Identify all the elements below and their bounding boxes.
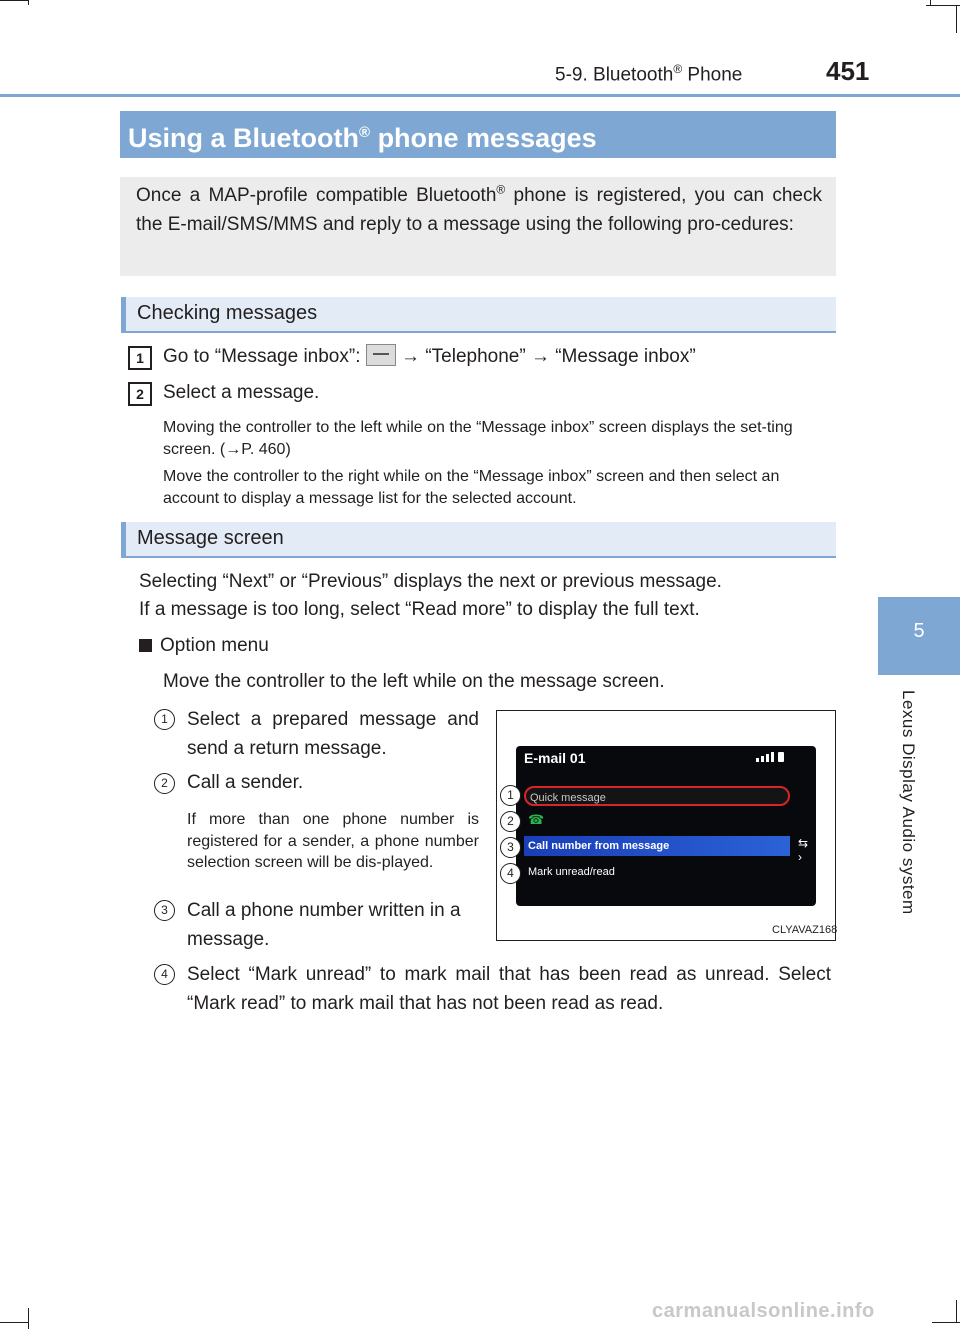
chapter-label: Lexus Display Audio system: [899, 690, 918, 915]
note-text: Move the controller to the right while on the “Message inbox” screen and then select an account to display a message list for the selected account.: [163, 468, 780, 507]
step-number: 1: [128, 346, 152, 370]
signal-battery-icon: [756, 752, 786, 762]
step-text: Select a message.: [163, 382, 320, 403]
body-paragraph: Move the controller to the left while on the message screen.: [163, 671, 665, 692]
callout-number: 2: [154, 773, 175, 794]
screen-callout: 3: [500, 837, 521, 858]
back-arrow-icon: ⇆ ›: [797, 836, 808, 864]
step-number: 2: [128, 382, 152, 406]
body-paragraph: If a message is too long, select “Read more” to display the full text.: [139, 599, 700, 620]
crop-mark: [0, 1322, 28, 1323]
page-number: 451: [826, 56, 870, 86]
callout-number: 4: [154, 964, 175, 985]
page-title: Using a Bluetooth® phone messages: [120, 111, 836, 158]
display-screen: [516, 746, 816, 906]
mark-unread-item[interactable]: Mark unread/read: [528, 866, 615, 878]
crop-mark: [28, 1308, 29, 1329]
screen-callout: 1: [500, 785, 521, 806]
option-menu-heading: Option menu: [139, 632, 539, 660]
menu-button-icon: [366, 344, 396, 366]
quick-message-item[interactable]: Quick message: [524, 786, 790, 806]
screen-title: E-mail 01: [524, 750, 586, 766]
crop-mark: [0, 0, 28, 1]
screen-callout: 4: [500, 863, 521, 884]
section-heading-checking: Checking messages: [121, 297, 836, 333]
screen-callout: 2: [500, 811, 521, 832]
watermark: carmanualsonline.info: [652, 1300, 875, 1322]
section-heading-message-screen: Message screen: [121, 522, 836, 558]
illustration-code: CLYAVAZ168: [772, 924, 838, 936]
option-item-text: Call a sender.: [187, 772, 304, 793]
crop-mark: [28, 0, 29, 5]
crop-mark: [932, 1322, 960, 1323]
callout-number: 1: [154, 709, 175, 730]
phone-icon: ☎: [528, 812, 545, 827]
body-paragraph: Selecting “Next” or “Previous” displays the next or previous message.: [139, 571, 722, 592]
crop-mark: [926, 5, 960, 6]
section-title: 5-9. Bluetooth® Phone: [555, 62, 743, 86]
intro-box: Once a MAP-profile compatible Bluetooth® phone is registered, you can check the E-mail/SMS/MMS and reply to a message using the following pro-cedures:: [120, 177, 836, 276]
square-bullet-icon: [139, 639, 152, 652]
header-rule: [0, 94, 960, 97]
note-text: If more than one phone number is registered for a sender, a phone number selection screen will be dis-played.: [187, 811, 479, 871]
crop-mark: [956, 5, 957, 33]
crop-mark: [956, 1300, 957, 1322]
call-number-item[interactable]: Call number from message: [524, 836, 790, 856]
call-sender-item[interactable]: [524, 810, 790, 830]
step-text: Go to “Message inbox”: → “Telephone” → “Message inbox”: [163, 343, 843, 371]
chapter-tab: 5: [878, 597, 960, 675]
option-item-text: Select “Mark unread” to mark mail that has been read as unread. Select “Mark read” to mark mail that has not been read as read.: [187, 964, 831, 1014]
option-item-text: Call a phone number written in a message.: [187, 900, 461, 950]
callout-number: 3: [154, 900, 175, 921]
option-item-text: Select a prepared message and send a return message.: [187, 709, 479, 759]
note-text: Moving the controller to the left while on the “Message inbox” screen displays the set-ting screen. (→P. 460): [163, 419, 793, 458]
